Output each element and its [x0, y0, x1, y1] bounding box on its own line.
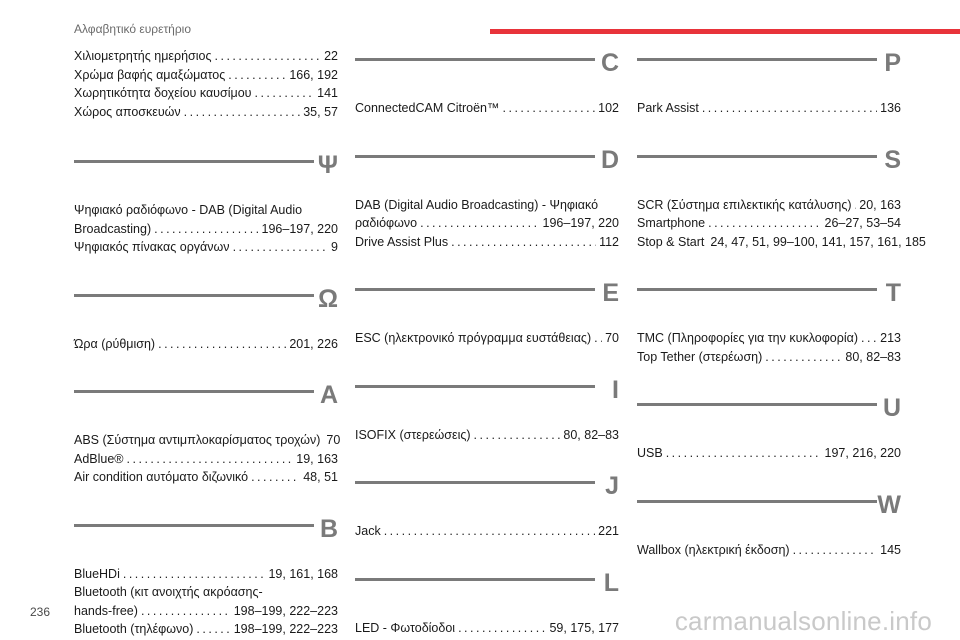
- section-header-e: [355, 279, 619, 323]
- index-entry: SCR (Σύστημα επιλεκτικής κατάλυσης) ..... 20, 163: [637, 196, 901, 215]
- section-letter: T: [885, 279, 901, 307]
- section-header-c: [355, 49, 619, 93]
- index-entry: Smartphone ..... 26–27, 53–54: [637, 214, 901, 233]
- index-entry: Jack ..... 221: [355, 522, 619, 541]
- section-header-d: [355, 146, 619, 190]
- section-letter: C: [600, 49, 619, 77]
- index-entry: AdBlue® ..... 19, 163: [74, 450, 338, 469]
- section-header-s: [637, 146, 901, 190]
- section-letter: J: [605, 472, 619, 500]
- section-header-p: [637, 49, 901, 93]
- index-entry: Broadcasting) ..... 196–197, 220: [74, 220, 338, 239]
- index-entry-line: Bluetooth (κιτ ανοιχτής ακρόασης-: [74, 585, 263, 599]
- section-header-a: [74, 381, 338, 425]
- section-letter: I: [612, 375, 619, 404]
- index-entry: Drive Assist Plus ..... 112: [355, 233, 619, 252]
- section-header-i: [355, 376, 619, 420]
- section-letter: E: [602, 279, 619, 307]
- page-header-title: Αλφαβητικό ευρετήριο: [74, 22, 192, 36]
- index-entry: ESC (ηλεκτρονικό πρόγραμμα ευστάθειας) ..... 70: [355, 329, 619, 348]
- index-column-3: [637, 47, 926, 559]
- section-letter: Ω: [317, 284, 338, 313]
- section-header-u: [637, 394, 901, 438]
- section-letter: L: [603, 568, 619, 597]
- index-entry-line: DAB (Digital Audio Broadcasting) - Ψηφιακό: [355, 197, 599, 212]
- section-letter: B: [319, 514, 338, 543]
- index-entry: Stop & Start 24, 47, 51, 99–100, 141, 157, 161, 185: [637, 234, 926, 249]
- index-entry-line: Ψηφιακό ραδιόφωνο - DAB (Digital Audio: [74, 203, 303, 217]
- index-column-1: [74, 47, 341, 639]
- section-header-t: [637, 279, 901, 323]
- index-entry: Ψηφιακός πίνακας οργάνων ..... 9: [74, 238, 338, 257]
- index-entry: TMC (Πληροφορίες για την κυκλοφορία) ..... 213: [637, 329, 901, 348]
- index-entry: Χώρος αποσκευών ..... 35, 57: [74, 103, 338, 122]
- index-entry: ConnectedCAM Citroën™ ..... 102: [355, 99, 619, 118]
- page-number: 236: [30, 605, 51, 619]
- index-entry: ISOFIX (στερεώσεις) ..... 80, 82–83: [355, 426, 619, 445]
- index-entry: LED - Φωτοδίοδοι ..... 59, 175, 177: [355, 619, 619, 638]
- section-letter: S: [884, 145, 901, 174]
- index-entry: USB ..... 197, 216, 220: [637, 444, 901, 463]
- index-entry: hands-free) ..... 198–199, 222–223: [74, 602, 338, 621]
- index-entry: Park Assist ..... 136: [637, 99, 901, 118]
- index-entry: ABS (Σύστημα αντιμπλοκαρίσματος τροχών) 70: [74, 433, 341, 447]
- index-entry: BlueHDi ..... 19, 161, 168: [74, 565, 338, 584]
- index-entry: Χιλιομετρητής ημερήσιος ..... 22: [74, 47, 338, 66]
- section-header-psi: [74, 151, 338, 195]
- section-header-l: [355, 569, 619, 613]
- section-letter: U: [882, 394, 901, 422]
- index-entry: Wallbox (ηλεκτρική έκδοση) ..... 145: [637, 541, 901, 560]
- index-entry: Χρώμα βαφής αμαξώματος ..... 166, 192: [74, 66, 338, 85]
- section-letter: P: [884, 49, 901, 77]
- section-header-w: [637, 491, 901, 535]
- index-entry: Top Tether (στερέωση) ..... 80, 82–83: [637, 348, 901, 367]
- index-column-2: [355, 47, 619, 637]
- section-header-b: [74, 515, 338, 559]
- section-letter: W: [877, 490, 901, 519]
- watermark: carmanualsonline.info: [674, 606, 932, 636]
- section-header-omega: [74, 285, 338, 329]
- index-entry: ραδιόφωνο ..... 196–197, 220: [355, 214, 619, 233]
- index-entry: Ώρα (ρύθμιση) ..... 201, 226: [74, 335, 338, 354]
- index-entry: Χωρητικότητα δοχείου καυσίμου ..... 141: [74, 84, 338, 103]
- index-entry: Air condition αυτόματο διζωνικό ..... 48, 51: [74, 468, 338, 487]
- section-letter: A: [319, 381, 338, 409]
- section-letter: Ψ: [317, 151, 338, 179]
- index-entry: Bluetooth (τηλέφωνο) ..... 198–199, 222–223: [74, 620, 338, 639]
- section-header-j: [355, 472, 619, 516]
- header-accent-bar: [490, 29, 960, 34]
- section-letter: D: [600, 145, 619, 174]
